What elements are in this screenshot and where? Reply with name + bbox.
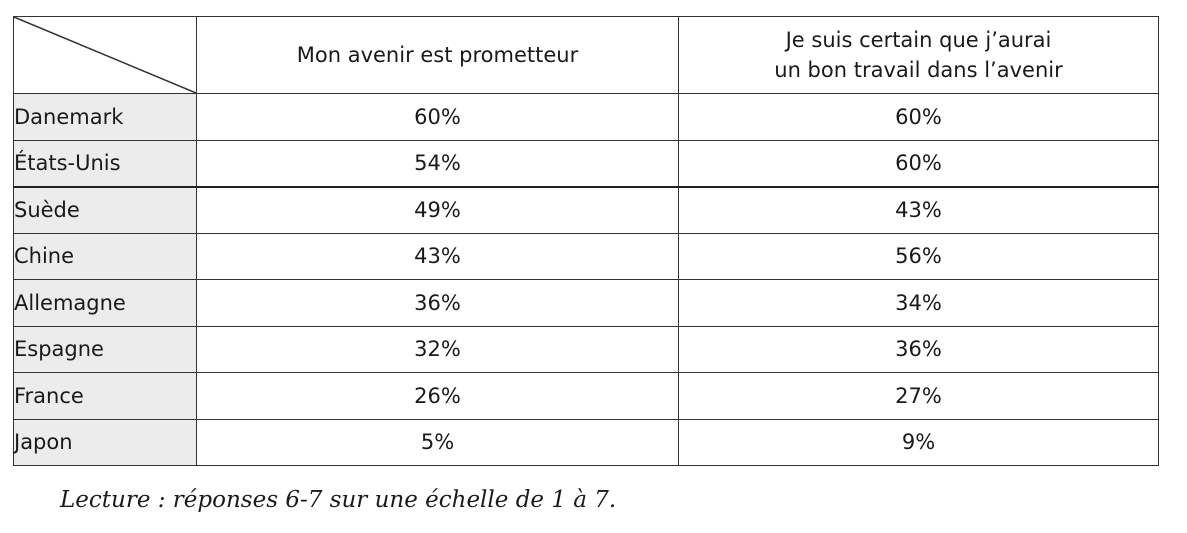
reading-note: Lecture : réponses 6-7 sur une échelle de 1 à 7. <box>60 487 617 513</box>
value-cell-promising-future: 49% <box>197 187 679 234</box>
value-cell-good-job: 56% <box>679 233 1159 280</box>
value-cell-promising-future: 43% <box>197 233 679 280</box>
table-row <box>14 373 1159 420</box>
table-row <box>14 419 1159 466</box>
country-cell: Allemagne <box>14 280 197 327</box>
value-cell-promising-future: 36% <box>197 280 679 327</box>
header-row <box>14 17 1159 94</box>
country-cell: Espagne <box>14 326 197 373</box>
value-cell-good-job: 27% <box>679 373 1159 420</box>
column-header-good-job <box>679 17 1159 94</box>
table-body <box>14 94 1159 466</box>
country-cell: Chine <box>14 233 197 280</box>
corner-cell <box>14 17 197 94</box>
table-row <box>14 326 1159 373</box>
value-cell-good-job: 60% <box>679 94 1159 141</box>
value-cell-good-job: 43% <box>679 187 1159 234</box>
value-cell-good-job: 60% <box>679 140 1159 187</box>
country-cell: Japon <box>14 419 197 466</box>
country-cell: États-Unis <box>14 140 197 187</box>
value-cell-promising-future: 26% <box>197 373 679 420</box>
country-cell: France <box>14 373 197 420</box>
table-row <box>14 233 1159 280</box>
header-line: un bon travail dans l’avenir <box>774 58 1063 82</box>
table-row <box>14 187 1159 234</box>
survey-table <box>13 16 1159 466</box>
diagonal-divider <box>14 17 196 93</box>
value-cell-good-job: 36% <box>679 326 1159 373</box>
table-row <box>14 94 1159 141</box>
column-header-promising-future <box>197 17 679 94</box>
country-cell: Suède <box>14 187 197 234</box>
value-cell-promising-future: 5% <box>197 419 679 466</box>
header-line: Je suis certain que j’aurai <box>785 28 1052 52</box>
table-row <box>14 280 1159 327</box>
country-cell: Danemark <box>14 94 197 141</box>
table-row <box>14 140 1159 187</box>
value-cell-promising-future: 54% <box>197 140 679 187</box>
value-cell-promising-future: 32% <box>197 326 679 373</box>
value-cell-good-job: 34% <box>679 280 1159 327</box>
value-cell-good-job: 9% <box>679 419 1159 466</box>
value-cell-promising-future: 60% <box>197 94 679 141</box>
header-line: Mon avenir est prometteur <box>296 43 579 67</box>
